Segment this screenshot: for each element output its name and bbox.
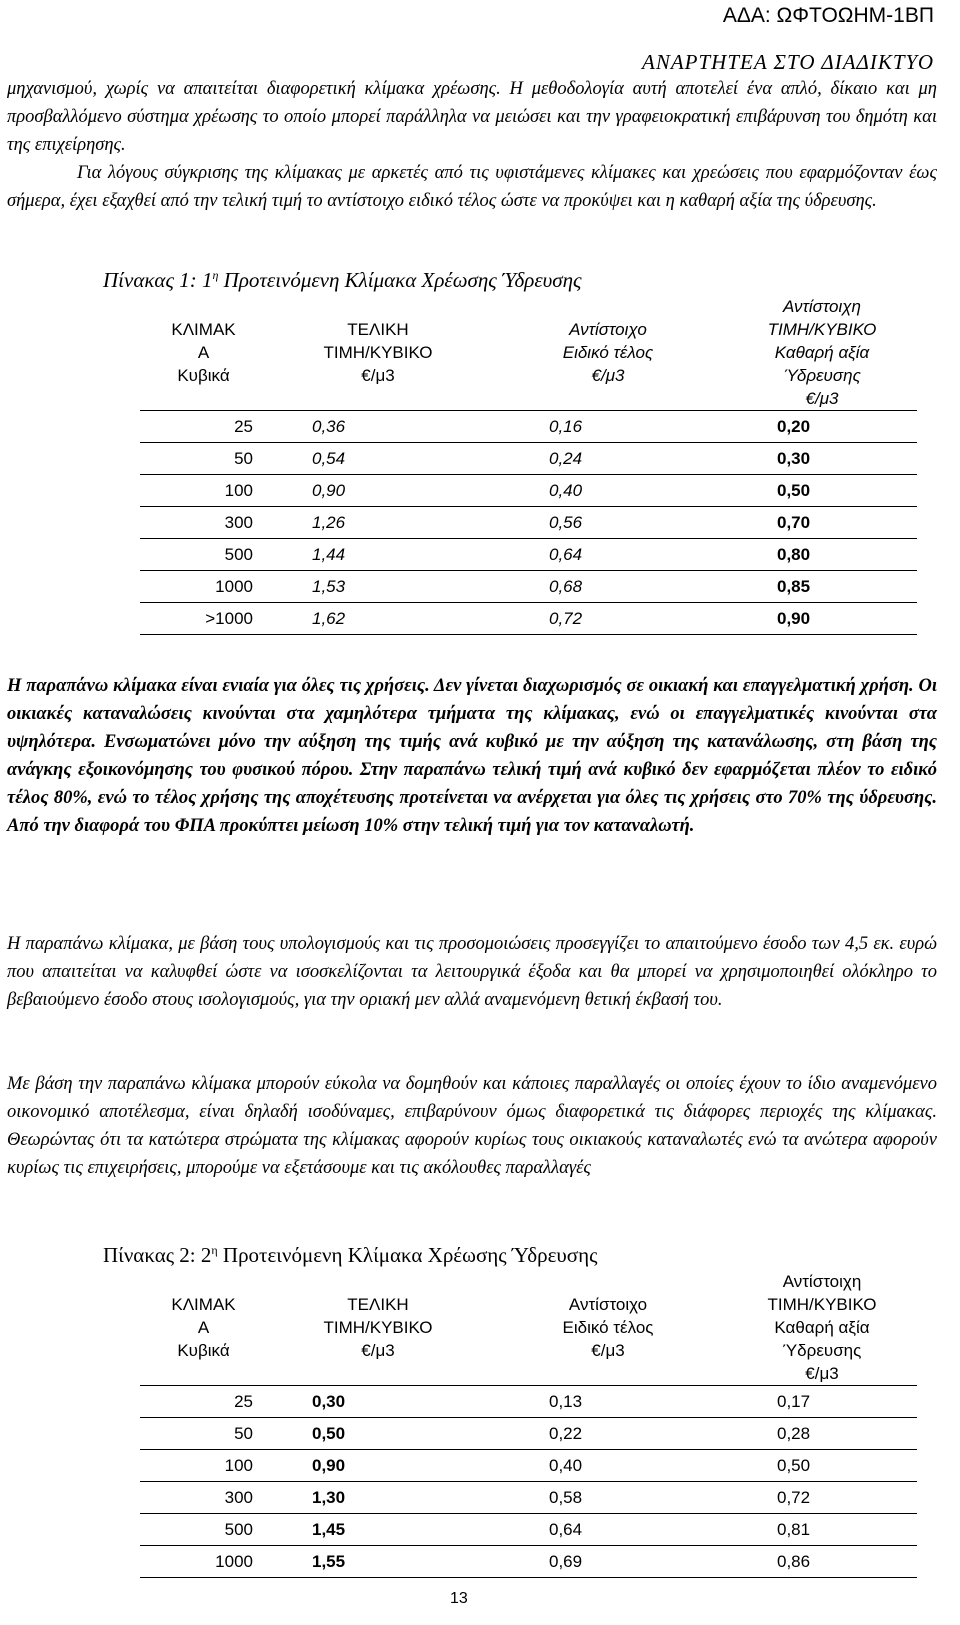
- variations-paragraph: Με βάση την παραπάνω κλίμακα μπορούν εύκολα να δομηθούν και κάποιες παραλλαγές οι οποίες έχουν το ίδιο αναμενόμενο οικονομικό αποτέλεσμα, είναι δηλαδή ισοδύναμες, επιβαρύνουν όμως διαφορετικά τις διάφορες περιοχές της κλίμακας. Θεωρώντας ότι τα κατώτερα στρώματα της κλίμακας αφορούν κυρίως τους οικιακούς καταναλωτές ενώ τα ανώτερα αφορούν κυρίως τις επιχειρήσεις, μπορούμε να εξετάσουμε και τις ακόλουθες παραλλαγές: [7, 1074, 937, 1178]
- uniform-scale-paragraph: Η παραπάνω κλίμακα είναι ενιαία για όλες τις χρήσεις. Δεν γίνεται διαχωρισμός σε οικιακή και επαγγελματική χρήση. Οι οικιακές καταναλώσεις κινούνται στα χαμηλότερα τμήματα της κλίμακας, ενώ οι επαγγελματικές κινούνται στα υψηλότερα. Ενσωματώνει μόνο την αύξηση της τιμής ανά κυβικό με την αύξηση της κατανάλωσης, στη βάση της ανάγκης εξοικονόμησης του φυσικού πόρου. Στην παραπάνω τελική τιμή ανά κυβικό δεν εφαρμόζεται πλέον το ειδικό τέλος 80%, ενώ το τέλος χρήσης της αποχέτευσης προτείνεται να ανέρχεται για όλες τις χρήσεις στο 70% της ύδρευσης. Από την διαφορά του ΦΠΑ προκύπτει μείωση 10% στην τελική τιμή για τον καταναλωτή.: [7, 676, 937, 836]
- table-cell: 100: [140, 475, 267, 507]
- table-cell: 0,68: [489, 571, 727, 603]
- table-cell: 0,36: [267, 411, 489, 443]
- table-cell: 0,30: [727, 443, 917, 475]
- table-cell: 1,44: [267, 539, 489, 571]
- table-cell: 50: [140, 443, 267, 475]
- header-klimaka: ΚΛΙΜΑΚ Α Κυβικά: [171, 1295, 236, 1360]
- table1-header-row: [140, 295, 917, 411]
- header-eidiko-telos: Αντίστοιχο Ειδικό τέλος €/μ3: [562, 320, 654, 385]
- intro-paragraph-2: Για λόγους σύγκρισης της κλίμακας με αρκετές από τις υφιστάμενες κλίμακες και χρεώσεις που εφαρμόζονταν έως σήμερα, έχει εξαχθεί από την τελική τιμή το αντίστοιχο ειδικό τέλος ώστε να προκύψει και η καθαρή αξία της ύδρευσης.: [7, 163, 937, 211]
- table-row: [140, 1418, 917, 1450]
- table-row: [140, 1482, 917, 1514]
- table-cell: 0,40: [489, 475, 727, 507]
- table-row: [140, 507, 917, 539]
- table-cell: 1000: [140, 1546, 267, 1578]
- table-cell: 0,90: [727, 603, 917, 635]
- table-cell: 0,70: [727, 507, 917, 539]
- table-cell: 0,40: [489, 1450, 727, 1482]
- table-cell: 0,16: [489, 411, 727, 443]
- table-cell: 0,50: [727, 475, 917, 507]
- table-cell: 0,30: [267, 1386, 489, 1418]
- table-cell: 0,64: [489, 539, 727, 571]
- table-cell: 1,62: [267, 603, 489, 635]
- table-cell: 25: [140, 1386, 267, 1418]
- table-cell: 50: [140, 1418, 267, 1450]
- table-cell: 1,55: [267, 1546, 489, 1578]
- table-cell: 0,90: [267, 475, 489, 507]
- table-cell: 0,50: [727, 1450, 917, 1482]
- page-number: 13: [450, 1590, 468, 1607]
- table1-caption: Πίνακας 1: $1^\eta$ Προτεινόμενη Κλίμακα Χρέωσης Ύδρευσης: [103, 268, 582, 292]
- intro-text: [7, 75, 937, 215]
- table2: [140, 1270, 917, 1578]
- publish-online-label: ΑΝΑΡΤΗΤΕΑ ΣΤΟ ΔΙΑΔΙΚΤΥΟ: [642, 50, 934, 74]
- table-cell: 0,81: [727, 1514, 917, 1546]
- table-cell: 1,45: [267, 1514, 489, 1546]
- header-kathari-axia: Αντίστοιχη ΤΙΜΗ/ΚΥΒΙΚΟ Καθαρή αξία Ύδρευσης €/μ3: [767, 297, 877, 408]
- table-cell: 0,64: [489, 1514, 727, 1546]
- table-cell: 300: [140, 507, 267, 539]
- table-cell: 0,85: [727, 571, 917, 603]
- table-cell: 0,80: [727, 539, 917, 571]
- table-cell: 100: [140, 1450, 267, 1482]
- table-cell: 0,72: [489, 603, 727, 635]
- header-klimaka: ΚΛΙΜΑΚ Α Κυβικά: [171, 320, 236, 385]
- table-cell: 500: [140, 1514, 267, 1546]
- table-cell: 1000: [140, 571, 267, 603]
- table-cell: 0,54: [267, 443, 489, 475]
- ada-code: ΑΔΑ: ΩΦΤΟΩΗΜ-1ΒΠ: [722, 4, 934, 27]
- header-eidiko-telos: Αντίστοιχο Ειδικό τέλος €/μ3: [562, 1295, 654, 1360]
- revenue-paragraph: Η παραπάνω κλίμακα, με βάση τους υπολογισμούς και τις προσομοιώσεις προσεγγίζει το απαιτούμενο έσοδο των 4,5 εκ. ευρώ που απαιτείται να καλυφθεί ώστε να ισοσκελίζονται τα λειτουργικά έξοδα και θα μπορεί να χρησιμοποιηθεί ολόκληρο το βεβαιούμενο έσοδο στους ισολογισμούς, για την οριακή μεν αλλά αναμενόμενη θετική έκβασή του.: [7, 934, 937, 1010]
- table-cell: 0,24: [489, 443, 727, 475]
- table-cell: 0,69: [489, 1546, 727, 1578]
- table-cell: >1000: [140, 603, 267, 635]
- table-row: [140, 411, 917, 443]
- table-cell: 1,30: [267, 1482, 489, 1514]
- table-cell: 0,20: [727, 411, 917, 443]
- table-cell: 0,13: [489, 1386, 727, 1418]
- table-cell: 0,86: [727, 1546, 917, 1578]
- table-row: [140, 475, 917, 507]
- table-row: [140, 539, 917, 571]
- table-cell: 0,72: [727, 1482, 917, 1514]
- table-row: [140, 1450, 917, 1482]
- table-cell: 0,90: [267, 1450, 489, 1482]
- table-row: [140, 571, 917, 603]
- table-cell: 25: [140, 411, 267, 443]
- table-row: [140, 1546, 917, 1578]
- table-cell: 0,17: [727, 1386, 917, 1418]
- table-cell: 300: [140, 1482, 267, 1514]
- table-row: [140, 443, 917, 475]
- table-cell: 0,22: [489, 1418, 727, 1450]
- header-teliki-timi: ΤΕΛΙΚΗ ΤΙΜΗ/ΚΥΒΙΚΟ €/μ3: [323, 1295, 433, 1360]
- intro-paragraph-1: μηχανισμού, χωρίς να απαιτείται διαφορετική κλίμακα χρέωσης. Η μεθοδολογία αυτή αποτελεί ένα απλό, δίκαιο και μη προσβαλλόμενο σύστημα χρέωσης το οποίο μπορεί παράλληλα να μειώσει και την γραφειοκρατική επιβάρυνση του δημότη και της επιχείρησης.: [7, 79, 937, 155]
- table2-header-row: [140, 1270, 917, 1386]
- table2-caption: Πίνακας 2: $2^\eta$ Προτεινόμενη Κλίμακα Χρέωσης Ύδρευσης: [103, 1243, 598, 1267]
- header-kathari-axia: Αντίστοιχη ΤΙΜΗ/ΚΥΒΙΚΟ Καθαρή αξία Ύδρευσης €/μ3: [767, 1272, 877, 1383]
- table-row: [140, 603, 917, 635]
- table-cell: 1,53: [267, 571, 489, 603]
- header-teliki-timi: ΤΕΛΙΚΗ ΤΙΜΗ/ΚΥΒΙΚΟ €/μ3: [323, 320, 433, 385]
- table-row: [140, 1386, 917, 1418]
- table-cell: 0,28: [727, 1418, 917, 1450]
- table-cell: 0,50: [267, 1418, 489, 1450]
- table-cell: 500: [140, 539, 267, 571]
- table-cell: 1,26: [267, 507, 489, 539]
- table-cell: 0,56: [489, 507, 727, 539]
- table-row: [140, 1514, 917, 1546]
- table1: [140, 295, 917, 635]
- table-cell: 0,58: [489, 1482, 727, 1514]
